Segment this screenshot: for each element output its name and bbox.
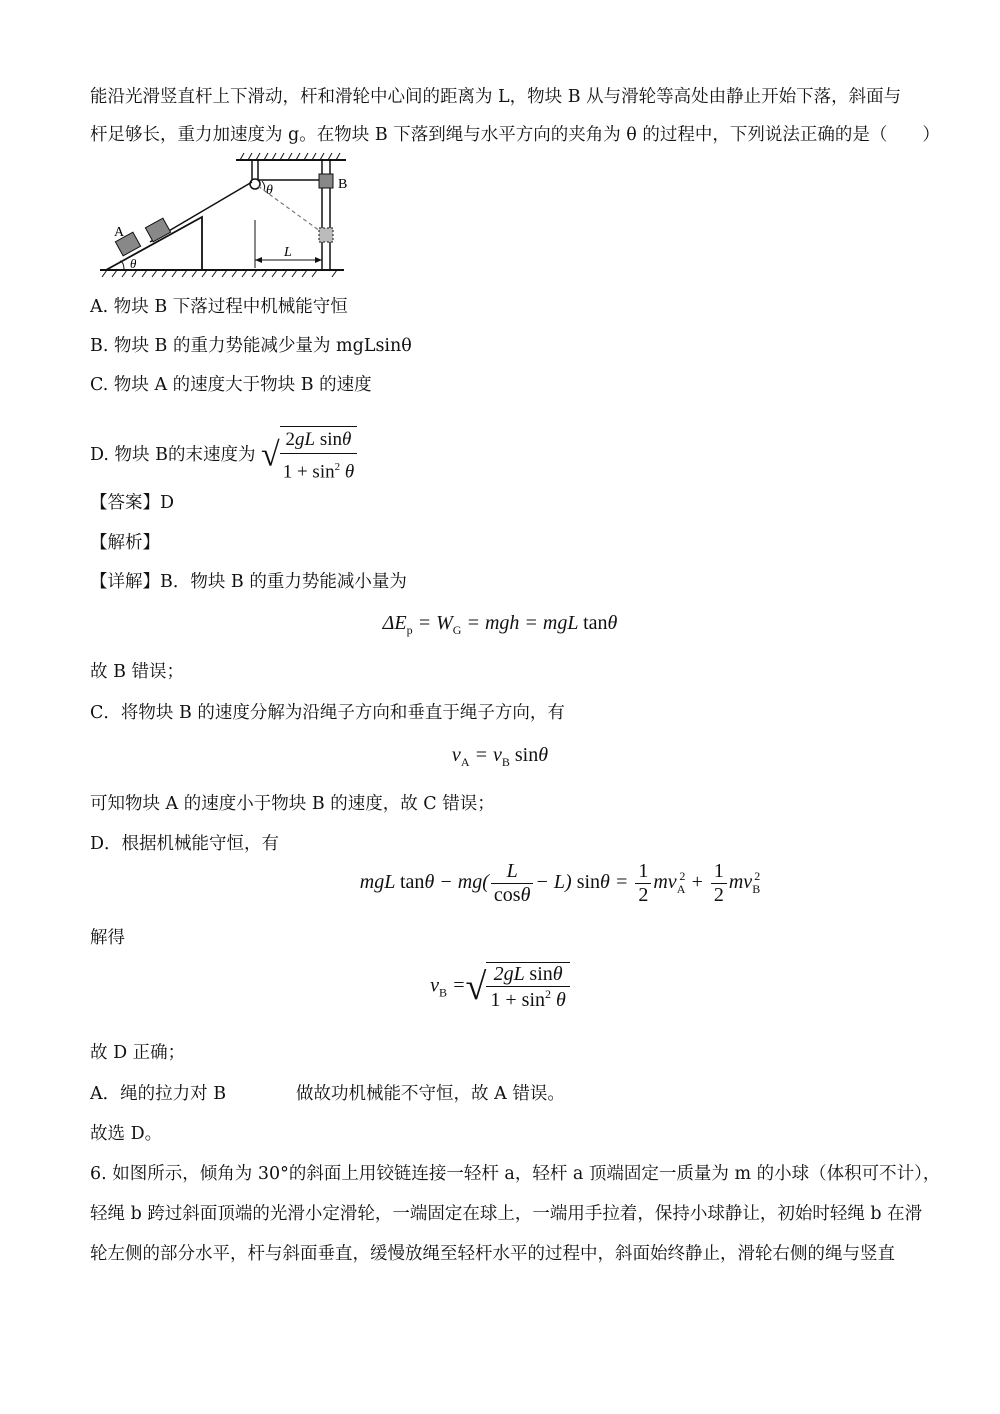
option-b: B. 物块 B 的重力势能减少量为 mgLsinθ xyxy=(90,336,412,356)
label-b: B xyxy=(338,177,348,192)
detail-c-intro: C．将物块 B 的速度分解为沿绳子方向和垂直于绳子方向，有 xyxy=(90,703,565,723)
conclusion-b: 故 B 错误； xyxy=(90,662,184,682)
block-a-moved xyxy=(145,218,170,242)
option-d-prefix: D. 物块 B的末速度为 xyxy=(90,445,256,466)
problem5-stem-line-1: 能沿光滑竖直杆上下滑动，杆和滑轮中心间的距离为 L，物块 B 从与滑轮等高处由静止开始下落，斜面与 xyxy=(90,87,902,107)
label-theta-bottom: θ xyxy=(130,256,137,271)
problem6-line-3: 轮左侧的部分水平，杆与斜面垂直，缓慢放绳至轻杆水平的过程中，斜面始终静止，滑轮右侧的绳与竖直 xyxy=(90,1244,895,1264)
solve-text: 解得 xyxy=(90,928,125,948)
option-c: C. 物块 A 的速度大于物块 B 的速度 xyxy=(90,375,372,395)
detail-a: A．绳的拉力对 B 做故功机械能不守恒，故 A 错误。 xyxy=(90,1084,565,1104)
label-a: A xyxy=(114,225,125,240)
analysis-title: 【解析】 xyxy=(90,533,160,553)
block-b xyxy=(319,174,333,188)
problem6-line-2: 轻绳 b 跨过斜面顶端的光滑小定滑轮，一端固定在球上，一端用手拉着，保持小球静让，初始时轻绳 b 在滑 xyxy=(90,1204,923,1224)
pulley-incline-figure xyxy=(92,150,352,280)
label-theta-top: θ xyxy=(266,183,273,198)
block-b-dashed xyxy=(319,228,333,242)
detail-d-intro: D．根据机械能守恒，有 xyxy=(90,834,280,854)
problem5-stem-line-2: 杆足够长，重力加速度为 g。在物块 B 下落到绳与水平方向的夹角为 θ 的过程中，下列说法正确的是（ ） xyxy=(90,125,940,145)
equation-energy-conservation: mgL tanθ − mg( $\frac{L}{\cos\theta}$ − L) sinθ = $\frac{1}{2}$ $mv_A^2$ + $\frac{1}{2}$ $mv_B^2$ xyxy=(359,860,761,906)
equation-potential-energy: $\Delta E_p = W_G$ = mgh = mgL tanθ xyxy=(382,612,618,637)
answer: 【答案】D xyxy=(90,493,175,513)
option-d xyxy=(90,426,910,485)
equation-velocity: $v_A = v_B$ sinθ xyxy=(451,744,549,769)
conclusion-d: 故 D 正确； xyxy=(90,1043,186,1063)
detail-b-intro: 【详解】B．物块 B 的重力势能减小量为 xyxy=(90,572,407,592)
conclusion-c: 可知物块 A 的速度小于物块 B 的速度，故 C 错误； xyxy=(90,794,495,814)
final-choice: 故选 D。 xyxy=(90,1124,163,1144)
option-d-formula: √ $\frac{\text{2gL sinθ}}{1 + \sin^2 \theta}$ xyxy=(261,426,357,485)
problem6-line-1: 6. 如图所示，倾角为 30°的斜面上用铰链连接一轻杆 a，轻杆 a 顶端固定一质量为 m 的小球（体积可不计）， xyxy=(90,1164,941,1184)
label-l: L xyxy=(284,245,292,260)
equation-vb-result: $v_B$ =√ $\frac{\text{2gL sinθ}}{1 + \sin^2 \theta}$ xyxy=(0,962,1000,1012)
option-a: A. 物块 B 下落过程中机械能守恒 xyxy=(90,297,348,317)
